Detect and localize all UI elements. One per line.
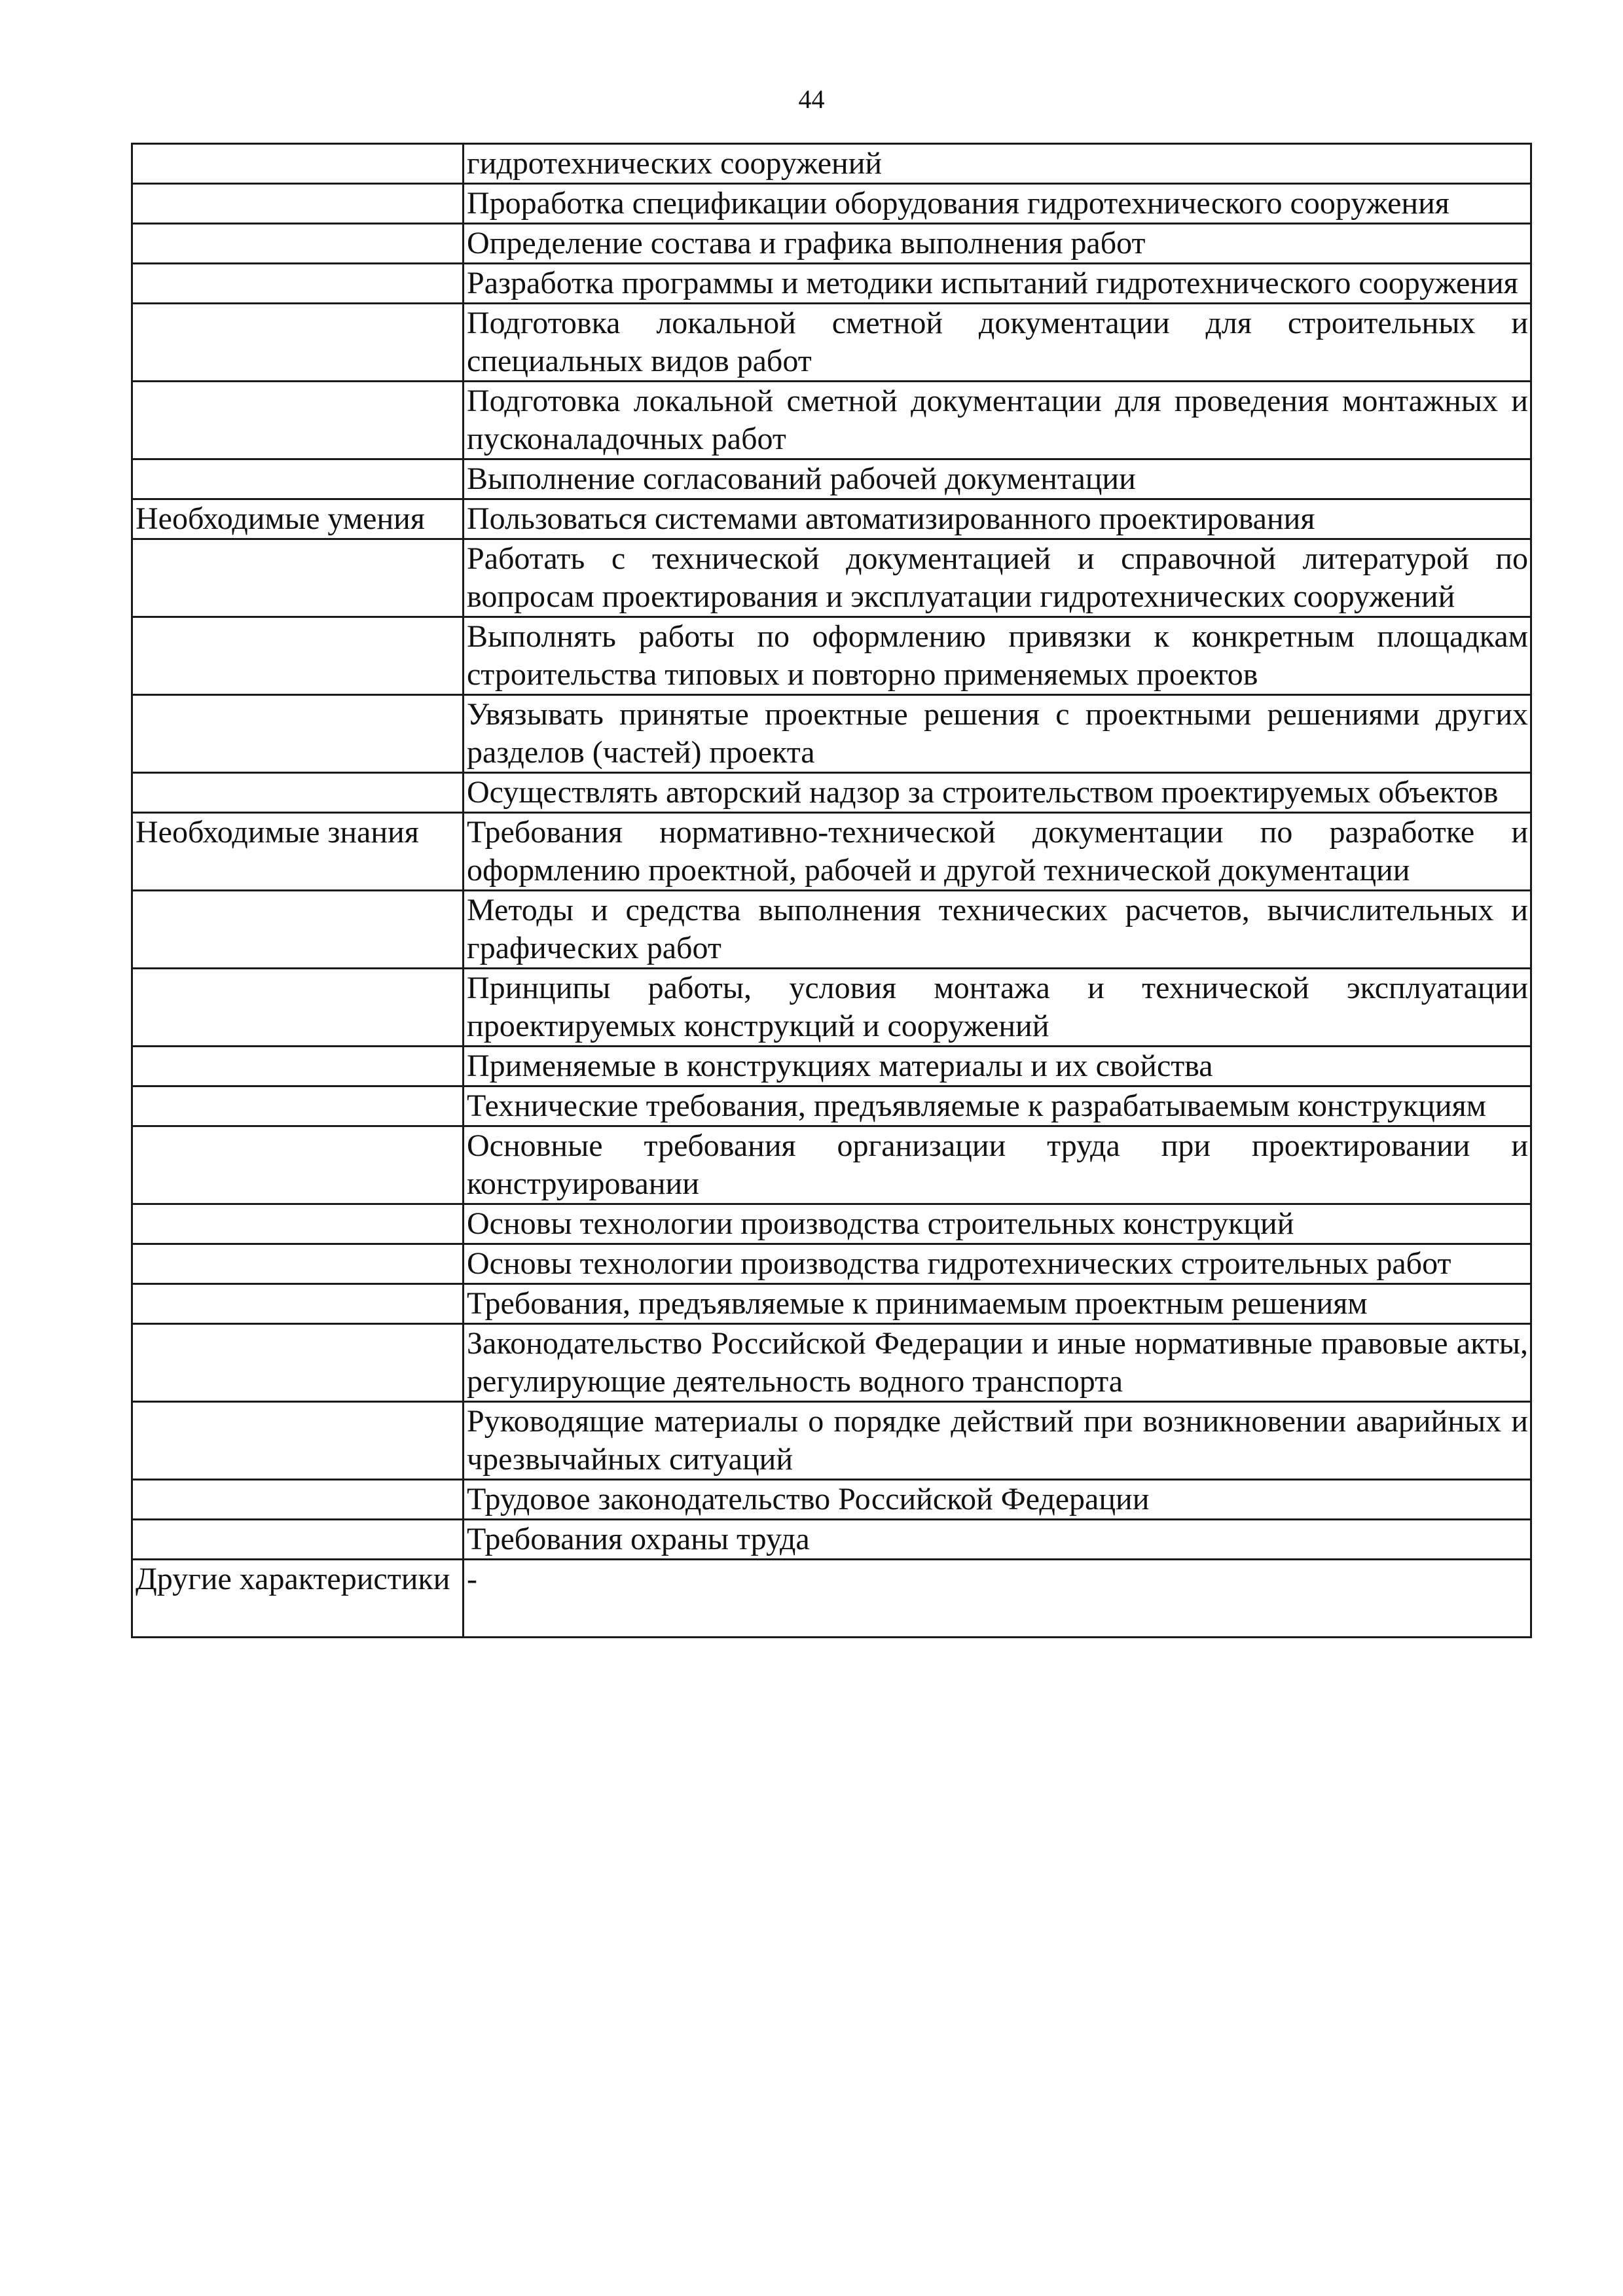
- table-row: [132, 1402, 1531, 1480]
- table-row: [132, 539, 1531, 617]
- section-label-continuation: [132, 617, 464, 695]
- section-label-continuation: [132, 1204, 464, 1244]
- requirement-cell: гидротехнических сооружений: [464, 144, 1531, 184]
- requirement-cell: Увязывать принятые проектные решения с проектными решениями других разделов (частей) проекта: [464, 695, 1531, 773]
- other-characteristics-row: [132, 1560, 1531, 1638]
- other-characteristics-label: Другие характеристики: [132, 1560, 464, 1638]
- table-row: [132, 773, 1531, 813]
- table-row: [132, 1204, 1531, 1244]
- requirement-cell: Методы и средства выполнения технических расчетов, вычислительных и графических работ: [464, 891, 1531, 969]
- table-row: [132, 499, 1531, 539]
- other-characteristics-value: -: [464, 1560, 1531, 1638]
- table-row: [132, 144, 1531, 184]
- table-row: [132, 1520, 1531, 1560]
- section-label-continuation: [132, 1324, 464, 1402]
- section-label-continuation: [132, 773, 464, 813]
- requirement-cell: Требования, предъявляемые к принимаемым проектным решениям: [464, 1284, 1531, 1324]
- table-row: [132, 1480, 1531, 1520]
- table-row: [132, 1324, 1531, 1402]
- section-label: Необходимые знания: [132, 813, 464, 891]
- section-label-continuation: [132, 891, 464, 969]
- table-row: [132, 813, 1531, 891]
- requirement-cell: Технические требования, предъявляемые к разрабатываемым конструкциям: [464, 1086, 1531, 1126]
- section-label-continuation: [132, 1047, 464, 1086]
- requirement-cell: Принципы работы, условия монтажа и технической эксплуатации проектируемых конструкций и сооружений: [464, 969, 1531, 1047]
- requirement-cell: Применяемые в конструкциях материалы и их свойства: [464, 1047, 1531, 1086]
- requirements-table: [131, 143, 1532, 1638]
- requirement-cell: Работать с технической документацией и справочной литературой по вопросам проектирования и эксплуатации гидротехнических сооружений: [464, 539, 1531, 617]
- requirement-cell: Подготовка локальной сметной документации для строительных и специальных видов работ: [464, 304, 1531, 382]
- table-row: [132, 382, 1531, 459]
- table-row: [132, 891, 1531, 969]
- section-label-continuation: [132, 969, 464, 1047]
- section-label-continuation: [132, 264, 464, 304]
- section-label-continuation: [132, 184, 464, 224]
- requirement-cell: Трудовое законодательство Российской Федерации: [464, 1480, 1531, 1520]
- table-row: [132, 184, 1531, 224]
- section-label: [132, 144, 464, 184]
- section-label-continuation: [132, 1086, 464, 1126]
- section-label-continuation: [132, 539, 464, 617]
- requirement-cell: Требования нормативно-технической документации по разработке и оформлению проектной, рабочей и другой технической документации: [464, 813, 1531, 891]
- requirement-cell: Определение состава и графика выполнения работ: [464, 224, 1531, 264]
- section-label-continuation: [132, 304, 464, 382]
- table-row: [132, 695, 1531, 773]
- requirement-cell: Подготовка локальной сметной документации для проведения монтажных и пусконаладочных работ: [464, 382, 1531, 459]
- requirements-table-body: [132, 144, 1531, 1638]
- table-row: [132, 1126, 1531, 1204]
- table-row: [132, 1047, 1531, 1086]
- requirement-cell: Основные требования организации труда при проектировании и конструировании: [464, 1126, 1531, 1204]
- section-label-continuation: [132, 1126, 464, 1204]
- section-label-continuation: [132, 1244, 464, 1284]
- section-label-continuation: [132, 1480, 464, 1520]
- requirement-cell: Требования охраны труда: [464, 1520, 1531, 1560]
- section-label: Необходимые умения: [132, 499, 464, 539]
- table-row: [132, 264, 1531, 304]
- requirement-cell: Выполнять работы по оформлению привязки к конкретным площадкам строительства типовых и повторно применяемых проектов: [464, 617, 1531, 695]
- section-label-continuation: [132, 224, 464, 264]
- requirement-cell: Руководящие материалы о порядке действий при возникновении аварийных и чрезвычайных ситуаций: [464, 1402, 1531, 1480]
- table-row: [132, 224, 1531, 264]
- table-row: [132, 1244, 1531, 1284]
- page-number: 44: [798, 84, 825, 114]
- table-row: [132, 1086, 1531, 1126]
- section-label-continuation: [132, 382, 464, 459]
- requirement-cell: Законодательство Российской Федерации и иные нормативные правовые акты, регулирующие деятельность водного транспорта: [464, 1324, 1531, 1402]
- table-row: [132, 304, 1531, 382]
- requirement-cell: Основы технологии производства гидротехнических строительных работ: [464, 1244, 1531, 1284]
- table-row: [132, 969, 1531, 1047]
- table-row: [132, 617, 1531, 695]
- requirement-cell: Выполнение согласований рабочей документации: [464, 459, 1531, 499]
- table-row: [132, 1284, 1531, 1324]
- table-row: [132, 459, 1531, 499]
- requirement-cell: Пользоваться системами автоматизированного проектирования: [464, 499, 1531, 539]
- requirement-cell: Основы технологии производства строительных конструкций: [464, 1204, 1531, 1244]
- section-label-continuation: [132, 1284, 464, 1324]
- requirement-cell: Разработка программы и методики испытаний гидротехнического сооружения: [464, 264, 1531, 304]
- section-label-continuation: [132, 459, 464, 499]
- requirement-cell: Проработка спецификации оборудования гидротехнического сооружения: [464, 184, 1531, 224]
- requirement-cell: Осуществлять авторский надзор за строительством проектируемых объектов: [464, 773, 1531, 813]
- section-label-continuation: [132, 1520, 464, 1560]
- section-label-continuation: [132, 695, 464, 773]
- section-label-continuation: [132, 1402, 464, 1480]
